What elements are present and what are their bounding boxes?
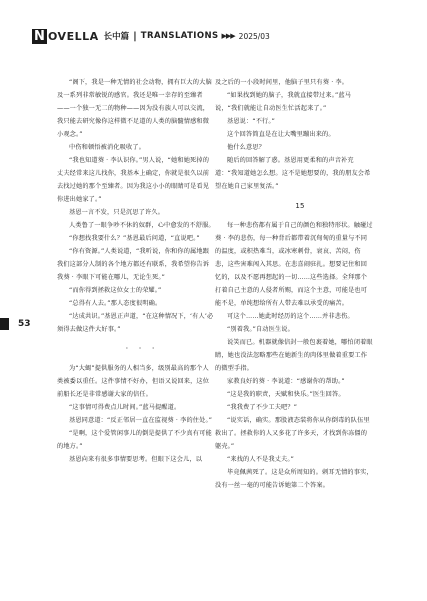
paragraph: “你有资源。”人类说道，“我听说，你和你的属地跟我们这部分人制的各个地方都还有联系，我希望你告诉我葵 · 李眼下可能在哪儿，无论生死。” <box>57 248 210 281</box>
paragraph: “说实话，确实。那股液态装将你从你倒毒的队伍里救出了。拯救你的人又多花了许多天，才找到你冻僵的躯壳。” <box>215 417 370 450</box>
page-marker-bar <box>0 318 9 330</box>
paragraph: 毕竟佩茜死了。这是众所周知的。刺耳无情的事实，没有一丝一毫的可能告诉她第二个答案。 <box>215 469 373 489</box>
paragraph: 基恩说：“不行。” <box>227 118 275 125</box>
magazine-header <box>32 26 270 46</box>
paragraph: “总得有人去。”那人态度很明确。 <box>69 300 162 307</box>
paragraph: 基恩同意道：“反正邻居一直在监视葵 · 李的住处。” <box>69 417 213 424</box>
paragraph: 及之后的一小段时间里，他脑子里只有葵 · 李。 <box>215 79 349 86</box>
paragraph: 人类鲁了一眼争吵不休的奴群，心中愈发的不舒服。 <box>69 222 215 229</box>
paragraph: “来找的人不是我丈夫。” <box>227 456 294 463</box>
paragraph: 中伤和顿悟被消化吸收了。 <box>69 144 146 151</box>
logo-chinese: 长中篇 <box>103 32 130 42</box>
paragraph: 这个回答简直是在让大嘴里蹦出来的。 <box>227 131 335 138</box>
paragraph: “我也知道葵 · 李认识你。”男人说，“她和她死掉的丈夫经常来这儿找你，我基本上确定，你就是很久以前去找过她的那个至臻者。因为我这小小的眼睛可是看见你进出她家了。” <box>57 157 210 203</box>
paragraph: “阁下，我是一种无情的社会动物，拥有巨大的大脑及一系列非常敏锐的感官。我还是唯一幸存的至臻者——一个独一无二的物种——因为没有族人可以交流，我只能去研究像你这样微不足道的人类的脑髓情感和微小观念。” <box>57 79 212 138</box>
logo-letter: N <box>32 29 47 44</box>
paragraph: “你想找我要什么？”基恩最后问道，“直说吧。” <box>69 235 200 242</box>
header-separator: | <box>133 30 137 42</box>
paragraph: 可这个……她此时经历的这个……并非悲伤。 <box>227 313 354 320</box>
paragraph: 基恩向来有很多事情要思考。但眼下这会儿，以 <box>69 456 203 463</box>
section-number: 15 <box>295 202 305 210</box>
paragraph: “这是我的职责，天赋和快乐。”医生回答。 <box>227 391 345 398</box>
section-title: TRANSLATIONS <box>140 31 219 41</box>
paragraph: “我我费了不少工夫吧？” <box>227 404 298 411</box>
section-break: · · · <box>125 344 159 353</box>
paragraph: 说笑而已。机器就像信封一般包裹着她，哪怕闭着眼睛，她也没法忽略那些在她新生的肉体里做着重要工作的微型手指。 <box>215 339 373 372</box>
paragraph: “这事情可得费点儿时间。”蓝马提醒道。 <box>69 404 181 411</box>
paragraph: 随后的回答解了惑。基恩用更柔和的声音补充道：“我知道她怎么想。这不是她想要的，我的朋友会希望在她自己家里复活。” <box>215 157 371 190</box>
paragraph: 家教良好的葵 · 李说道：“感谢你的帮助。” <box>227 378 345 385</box>
paragraph: 为“大蝎”提供服务的人相当多，级别最高的那个人类被委以重任。这件事情不好办，但语又说回来，这位前船长还是非常感谢大家的信任。 <box>57 365 210 398</box>
paragraph: 基恩一言不发，只是沉思了许久。 <box>69 209 165 216</box>
paragraph: 他什么意思？ <box>227 144 266 151</box>
paragraph: “而你得到拯救这位女士的荣耀。” <box>69 287 162 294</box>
logo-text: OVELLA <box>48 29 99 43</box>
page-number: 53 <box>18 319 31 329</box>
paragraph: “达成共识。”基恩正声道，“在这种情况下，‘有人’必须得去做这件大好事。” <box>57 313 214 333</box>
paragraph: 每一种悲伤都有属于自己的颜色和独特形状。触碰过葵 · 李的悲伤，每一种背后都带着沉甸甸的重量与不同的温度，或积热难当，或冰寒刺骨，衰哀、苦闷，伤悲，这些害难闯入其思。在悲喜闹驻扎。想要记住和回忆的，以及不愿再想起的一切……这些选择。全拜那个打着自己主意的人侵者所赐，而这个主意，可能是也可能不是，单纯想给所有人带去难以承受的痛苦。 <box>215 222 373 307</box>
paragraph: “是啊，这个爱管闲事儿的倒是提供了不少真有可能的地方。” <box>57 430 212 450</box>
paragraph: “如果找到她的脑子，我就直接带过来。”蓝马说，“我们就能让自动医生忙活起来了。” <box>215 92 352 112</box>
arrows-icon: ▶▶▶ <box>221 32 235 40</box>
issue-date: 2025/03 <box>238 31 270 41</box>
paragraph: “别着我。”自动医生说。 <box>227 326 294 333</box>
right-text-column <box>215 76 373 492</box>
left-text-column <box>57 76 215 466</box>
